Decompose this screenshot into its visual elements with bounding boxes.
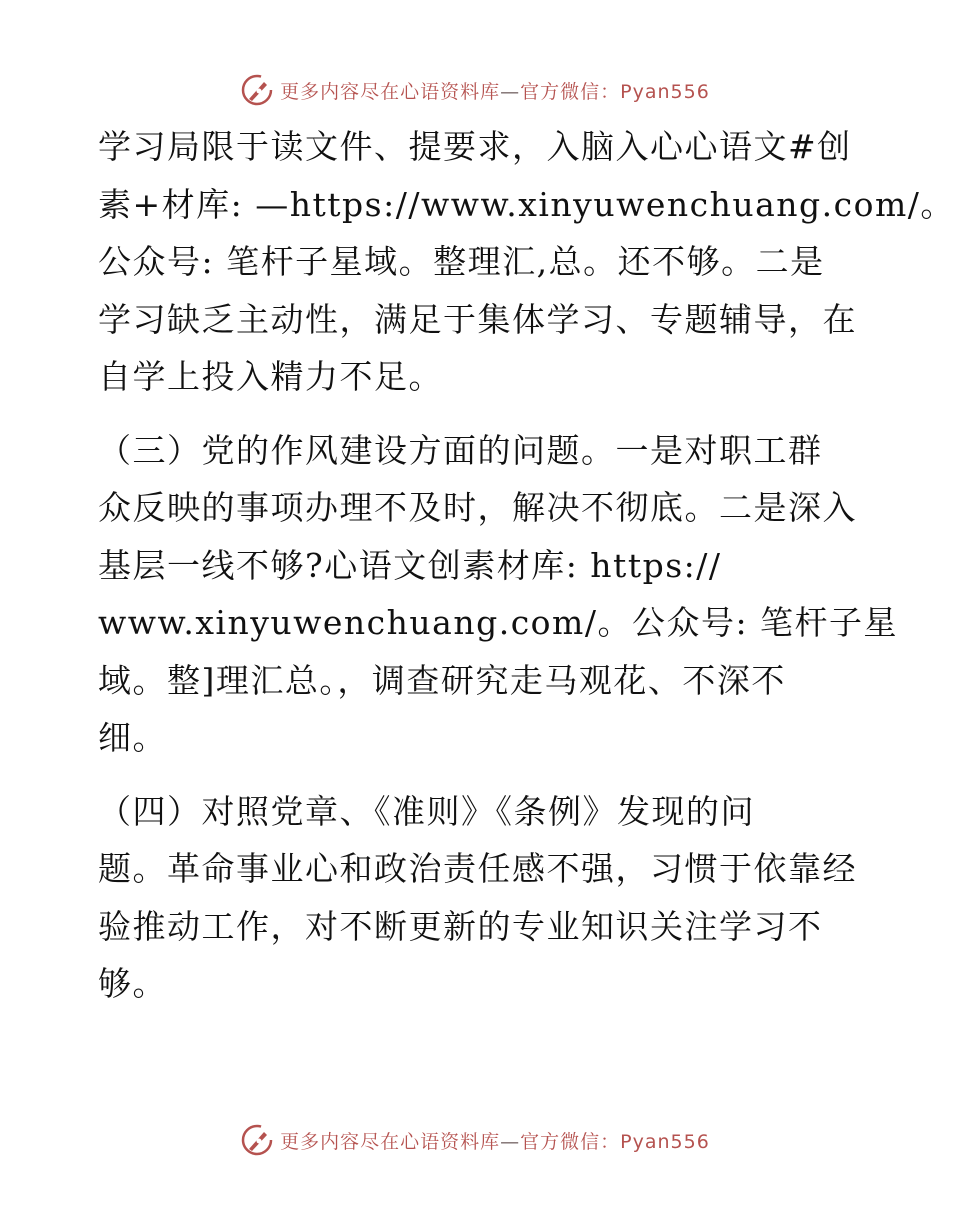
footer-watermark-banner xyxy=(0,1120,950,1160)
banner-text xyxy=(280,1127,710,1154)
text-line: 验推动工作，对不断更新的专业知识关注学习不 xyxy=(98,906,823,946)
text-line: （三）党的作风建设方面的问题。一是对职工群 xyxy=(98,430,823,470)
text-line: （四）对照党章、《准则》《条例》发现的问 xyxy=(98,791,755,831)
paragraph-party-charter xyxy=(98,783,858,1013)
paragraph-work-style xyxy=(98,422,899,767)
banner-separator: — xyxy=(500,1130,521,1153)
official-wechat-text: 官方微信：Pyan556 xyxy=(520,80,710,103)
text-line: www.xinyuwenchuang.com/。公众号: 笔杆子星 xyxy=(98,603,899,642)
text-line: 自学上投入精力不足。 xyxy=(98,357,443,396)
text-line: 域。整]理汇总。，调查研究走马观花、不深不 xyxy=(98,660,786,700)
text-line: 素+材库: —https://www.xinyuwenchuang.com/。 xyxy=(98,184,955,224)
document-body xyxy=(98,118,955,1013)
quill-pen-icon xyxy=(240,73,274,107)
quill-pen-icon xyxy=(240,1123,274,1157)
text-line: 公众号: 笔杆子星域。整理汇,总。还不够。二是 xyxy=(98,242,825,281)
paragraph-learning xyxy=(98,118,955,406)
text-line: 学习局限于读文件、提要求，入脑入心心语文#创 xyxy=(98,127,852,166)
official-wechat-text: 官方微信：Pyan556 xyxy=(520,1130,710,1153)
text-line: 众反映的事项办理不及时，解决不彻底。二是深入 xyxy=(98,488,857,527)
text-line: 题。革命事业心和政治责任感不强，习惯于依靠经 xyxy=(98,849,857,888)
text-line: 细。 xyxy=(98,718,167,757)
brand-text: 更多内容尽在心语资料库 xyxy=(280,1130,501,1153)
banner-separator: — xyxy=(500,80,521,103)
brand-text: 更多内容尽在心语资料库 xyxy=(280,80,501,103)
text-line: 够。 xyxy=(98,964,167,1003)
header-watermark-banner xyxy=(0,70,950,110)
banner-text xyxy=(280,77,710,104)
text-line: 学习缺乏主动性，满足于集体学习、专题辅导，在 xyxy=(98,299,857,339)
text-line: 基层一线不够?心语文创素材库: https:// xyxy=(98,545,722,585)
